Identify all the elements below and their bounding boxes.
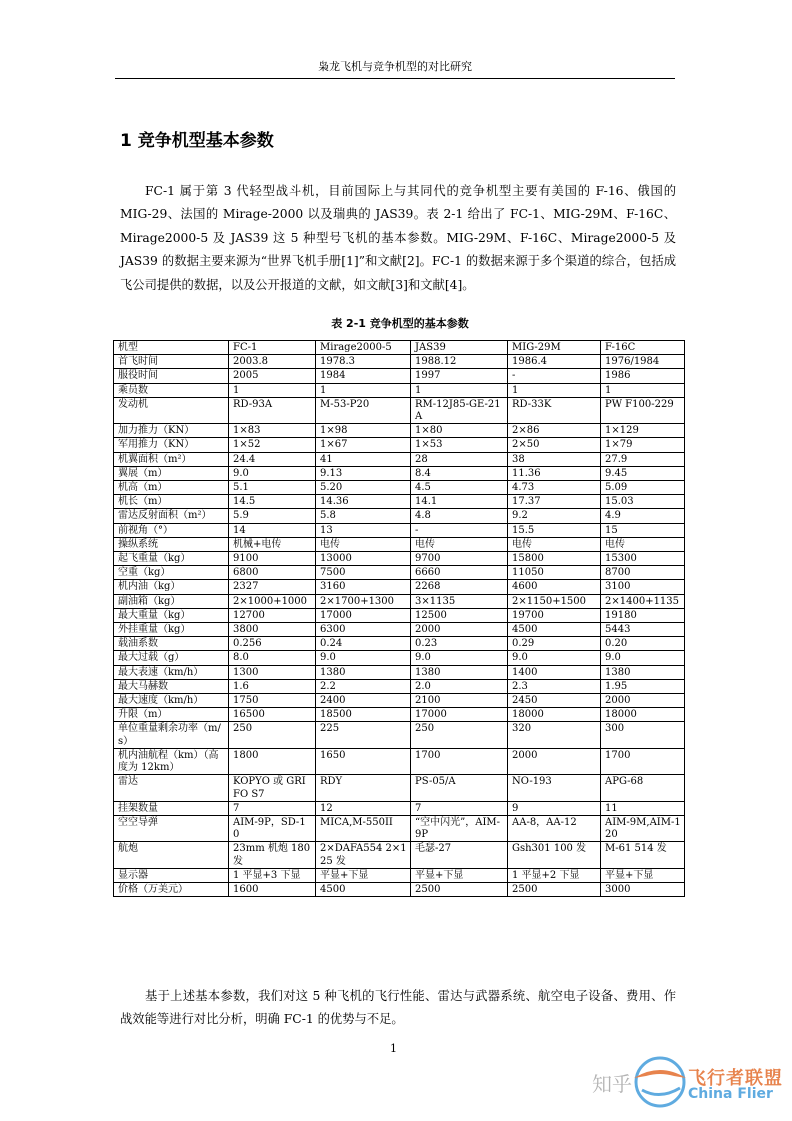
table-cell: 250 <box>229 722 316 748</box>
table-cell: 225 <box>316 722 411 748</box>
table-cell: 0.23 <box>411 637 508 651</box>
table-cell: 3100 <box>601 580 685 594</box>
table-header-row <box>114 341 685 355</box>
table-cell: 1×52 <box>229 438 316 452</box>
table-cell: “空中闪光”，AIM-9P <box>411 815 508 841</box>
row-label: 机内油（kg） <box>114 580 229 594</box>
table-cell: 9700 <box>411 552 508 566</box>
table-cell: 7 <box>229 801 316 815</box>
table-cell: 平显+下显 <box>411 868 508 882</box>
table-cell: 15.03 <box>601 495 685 509</box>
row-label: 载油系数 <box>114 637 229 651</box>
table-cell: 3000 <box>601 882 685 896</box>
table-cell: 1380 <box>316 665 411 679</box>
table-cell: 5.20 <box>316 481 411 495</box>
table-cell: 2.0 <box>411 679 508 693</box>
row-label: 雷达 <box>114 775 229 801</box>
row-label: 最大速度（km/h） <box>114 694 229 708</box>
table-cell: 250 <box>411 722 508 748</box>
table-cell: APG-68 <box>601 775 685 801</box>
table-cell: 2.2 <box>316 679 411 693</box>
table-cell: 9.0 <box>316 651 411 665</box>
table-cell: 9.45 <box>601 466 685 480</box>
table-cell: 5.8 <box>316 509 411 523</box>
table-cell: 41 <box>316 452 411 466</box>
table-cell: 17000 <box>316 608 411 622</box>
table-cell: 19180 <box>601 608 685 622</box>
table-cell: 平显+下显 <box>601 868 685 882</box>
table-cell: 7500 <box>316 566 411 580</box>
table-row <box>114 466 685 480</box>
table-cell: 3×1135 <box>411 594 508 608</box>
table-row <box>114 842 685 868</box>
table-cell: 18000 <box>508 708 601 722</box>
table-cell: 2268 <box>411 580 508 594</box>
row-label: 首飞时间 <box>114 355 229 369</box>
table-cell: 1380 <box>411 665 508 679</box>
table-cell: 12 <box>316 801 411 815</box>
table-cell: 2100 <box>411 694 508 708</box>
table-cell: Gsh301 100 发 <box>508 842 601 868</box>
table-row <box>114 369 685 383</box>
table-row <box>114 424 685 438</box>
table-row <box>114 801 685 815</box>
table-row <box>114 452 685 466</box>
table-cell: - <box>411 523 508 537</box>
table-cell: 平显+下显 <box>316 868 411 882</box>
table-cell: 1 <box>508 383 601 397</box>
row-label: 机长（m） <box>114 495 229 509</box>
table-cell: 2500 <box>411 882 508 896</box>
column-header: JAS39 <box>411 341 508 355</box>
table-cell: 1986 <box>601 369 685 383</box>
watermark <box>592 1052 787 1112</box>
table-cell: 2.3 <box>508 679 601 693</box>
table-cell: 1997 <box>411 369 508 383</box>
table-cell: 5.1 <box>229 481 316 495</box>
table-cell: 17000 <box>411 708 508 722</box>
table-cell: RD-93A <box>229 397 316 423</box>
table-cell: 2×1150+1500 <box>508 594 601 608</box>
table-cell: 17.37 <box>508 495 601 509</box>
table-cell: 2327 <box>229 580 316 594</box>
table-cell: 2×1000+1000 <box>229 594 316 608</box>
table-cell: RD-33K <box>508 397 601 423</box>
table-cell: 3800 <box>229 623 316 637</box>
table-cell: 13000 <box>316 552 411 566</box>
table-row <box>114 815 685 841</box>
row-label: 加力推力（KN） <box>114 424 229 438</box>
table-cell: PW F100-229 <box>601 397 685 423</box>
column-header: F-16C <box>601 341 685 355</box>
table-row <box>114 438 685 452</box>
table-cell: 1800 <box>229 748 316 774</box>
table-row <box>114 637 685 651</box>
table-row <box>114 775 685 801</box>
row-label: 起飞重量（kg） <box>114 552 229 566</box>
row-label: 最大重量（kg） <box>114 608 229 622</box>
table-cell: 6800 <box>229 566 316 580</box>
table-cell: 2×1400+1135 <box>601 594 685 608</box>
watermark-zhihu: 知乎 <box>592 1072 632 1096</box>
page-number: 1 <box>390 1042 397 1055</box>
table-cell: 4.9 <box>601 509 685 523</box>
table-cell: AA-8，AA-12 <box>508 815 601 841</box>
row-label: 单位重量剩余功率（m/s） <box>114 722 229 748</box>
table-cell: 8.0 <box>229 651 316 665</box>
table-cell: 0.24 <box>316 637 411 651</box>
table-row <box>114 722 685 748</box>
table-cell: 1.6 <box>229 679 316 693</box>
table-cell: 1978.3 <box>316 355 411 369</box>
table-row <box>114 665 685 679</box>
table-cell: 1976/1984 <box>601 355 685 369</box>
row-label: 价格（万美元） <box>114 882 229 896</box>
table-cell: 9.0 <box>229 466 316 480</box>
table-cell: 4500 <box>316 882 411 896</box>
table-cell: RM-12J85-GE-21A <box>411 397 508 423</box>
table-cell: 2000 <box>508 748 601 774</box>
table-cell: 2×DAFA554 2×125 发 <box>316 842 411 868</box>
watermark-brand-en: China Flier <box>688 1086 773 1102</box>
row-label: 外挂重量（kg） <box>114 623 229 637</box>
table-cell: 0.256 <box>229 637 316 651</box>
table-row <box>114 355 685 369</box>
table-row <box>114 509 685 523</box>
table-cell: 1×129 <box>601 424 685 438</box>
airplane-logo-icon <box>630 1052 690 1110</box>
table-cell: M-53-P20 <box>316 397 411 423</box>
table-row <box>114 708 685 722</box>
table-cell: 15300 <box>601 552 685 566</box>
table-row <box>114 383 685 397</box>
table-cell: 7 <box>411 801 508 815</box>
table-cell: 1 <box>411 383 508 397</box>
table-cell: 8.4 <box>411 466 508 480</box>
table-row <box>114 694 685 708</box>
table-cell: 电传 <box>316 537 411 551</box>
table-cell: 14.5 <box>229 495 316 509</box>
table-cell: 4.73 <box>508 481 601 495</box>
column-header: MIG-29M <box>508 341 601 355</box>
table-cell: 14.36 <box>316 495 411 509</box>
row-label: 最大马赫数 <box>114 679 229 693</box>
running-header: 枭龙飞机与竞争机型的对比研究 <box>115 58 675 79</box>
table-cell: 0.29 <box>508 637 601 651</box>
table-cell: 1 <box>229 383 316 397</box>
table-cell: 16500 <box>229 708 316 722</box>
table-cell: NO-193 <box>508 775 601 801</box>
table-cell: 9100 <box>229 552 316 566</box>
table-row <box>114 651 685 665</box>
table-cell: 1400 <box>508 665 601 679</box>
row-label: 翼展（m） <box>114 466 229 480</box>
table-cell: 2003.8 <box>229 355 316 369</box>
row-label: 前视角（°） <box>114 523 229 537</box>
table-row <box>114 552 685 566</box>
row-label: 航炮 <box>114 842 229 868</box>
table-cell: 2000 <box>601 694 685 708</box>
table-cell: 1 <box>601 383 685 397</box>
column-header: Mirage2000-5 <box>316 341 411 355</box>
table-cell: 1×83 <box>229 424 316 438</box>
table-cell: PS-05/A <box>411 775 508 801</box>
table-cell: 9.0 <box>411 651 508 665</box>
intro-paragraph: FC-1 属于第 3 代轻型战斗机，目前国际上与其同代的竞争机型主要有美国的 F-16、俄国的 MIG-29、法国的 Mirage-2000 以及瑞典的 JAS39。表 2-1 给出了 FC-1、MIG-29M、F-16C、Mirage2000-5 及 JAS39 这 5 种型号飞机的基本参数。MIG-29M、F-16C、Mirage2000-5 及 JAS39 的数据主要来源为“世界飞机手册[1]”和文献[2]。FC-1 的数据来源于多个渠道的综合，包括成飞公司提供的数据，以及公开报道的文献，如文献[3]和文献[4]。 <box>120 184 676 292</box>
table-cell: 11050 <box>508 566 601 580</box>
table-cell: 1.95 <box>601 679 685 693</box>
row-label: 最大表速（km/h） <box>114 665 229 679</box>
column-header: FC-1 <box>229 341 316 355</box>
row-label: 机翼面积（m²） <box>114 452 229 466</box>
table-cell: 2×50 <box>508 438 601 452</box>
table-cell: 2×86 <box>508 424 601 438</box>
table-cell: 27.9 <box>601 452 685 466</box>
parameters-table-body <box>114 341 685 897</box>
row-label: 军用推力（KN） <box>114 438 229 452</box>
table-cell: 1 平显+2 下显 <box>508 868 601 882</box>
row-label: 空空导弹 <box>114 815 229 841</box>
table-cell: 4600 <box>508 580 601 594</box>
table-caption: 表 2-1 竞争机型的基本参数 <box>331 317 469 330</box>
table-cell: 4.5 <box>411 481 508 495</box>
table-cell: 38 <box>508 452 601 466</box>
table-cell: M-61 514 发 <box>601 842 685 868</box>
column-header-label: 机型 <box>114 341 229 355</box>
table-cell: 1×80 <box>411 424 508 438</box>
table-cell: 电传 <box>411 537 508 551</box>
table-cell: 1750 <box>229 694 316 708</box>
table-cell: RDY <box>316 775 411 801</box>
table-cell: 1650 <box>316 748 411 774</box>
table-cell: 8700 <box>601 566 685 580</box>
table-cell: 3160 <box>316 580 411 594</box>
row-label: 挂架数量 <box>114 801 229 815</box>
row-label: 副油箱（kg） <box>114 594 229 608</box>
table-cell: 毛瑟-27 <box>411 842 508 868</box>
row-label: 服役时间 <box>114 369 229 383</box>
table-cell: 2×1700+1300 <box>316 594 411 608</box>
table-row <box>114 623 685 637</box>
closing-paragraph: 基于上述基本参数，我们对这 5 种飞机的飞行性能、雷达与武器系统、航空电子设备、费用、作战效能等进行对比分析，明确 FC-1 的优势与不足。 <box>120 989 676 1027</box>
table-cell: 5443 <box>601 623 685 637</box>
table-cell: 5.9 <box>229 509 316 523</box>
table-cell: 1300 <box>229 665 316 679</box>
table-cell: 1×79 <box>601 438 685 452</box>
table-cell: 1600 <box>229 882 316 896</box>
table-row <box>114 397 685 423</box>
table-cell: 9.0 <box>601 651 685 665</box>
row-label: 升限（m） <box>114 708 229 722</box>
table-cell: KOPYO 或 GRIFO S7 <box>229 775 316 801</box>
table-cell: 15800 <box>508 552 601 566</box>
table-cell: 电传 <box>601 537 685 551</box>
table-cell: 2450 <box>508 694 601 708</box>
table-cell: 9.0 <box>508 651 601 665</box>
table-cell: 6660 <box>411 566 508 580</box>
table-cell: 4.8 <box>411 509 508 523</box>
table-cell: 1 平显+3 下显 <box>229 868 316 882</box>
table-cell: 2400 <box>316 694 411 708</box>
table-cell: 28 <box>411 452 508 466</box>
row-label: 乘员数 <box>114 383 229 397</box>
table-row <box>114 868 685 882</box>
table-cell: AIM-9M,AIM-120 <box>601 815 685 841</box>
table-cell: 4500 <box>508 623 601 637</box>
table-row <box>114 580 685 594</box>
table-row <box>114 679 685 693</box>
table-cell: 1986.4 <box>508 355 601 369</box>
row-label: 雷达反射面积（m²） <box>114 509 229 523</box>
table-cell: 2005 <box>229 369 316 383</box>
table-cell: 15 <box>601 523 685 537</box>
table-cell: 9.2 <box>508 509 601 523</box>
row-label: 机内油航程（km）（高度为 12km） <box>114 748 229 774</box>
section-heading: 1 竞争机型基本参数 <box>120 131 274 151</box>
table-cell: 23mm 机炮 180 发 <box>229 842 316 868</box>
table-row <box>114 537 685 551</box>
table-cell: 19700 <box>508 608 601 622</box>
table-cell: 12500 <box>411 608 508 622</box>
row-label: 显示器 <box>114 868 229 882</box>
table-cell: - <box>508 369 601 383</box>
table-cell: 1380 <box>601 665 685 679</box>
table-row <box>114 566 685 580</box>
table-cell: 6300 <box>316 623 411 637</box>
table-cell: 5.09 <box>601 481 685 495</box>
table-cell: 9 <box>508 801 601 815</box>
table-cell: AIM-9P，SD-10 <box>229 815 316 841</box>
table-row <box>114 594 685 608</box>
table-cell: 320 <box>508 722 601 748</box>
table-cell: 0.20 <box>601 637 685 651</box>
table-cell: 1988.12 <box>411 355 508 369</box>
row-label: 最大过载（g） <box>114 651 229 665</box>
table-cell: 机械+电传 <box>229 537 316 551</box>
table-row <box>114 495 685 509</box>
table-row <box>114 523 685 537</box>
table-cell: 300 <box>601 722 685 748</box>
table-cell: 11.36 <box>508 466 601 480</box>
watermark-brand-cn: 飞行者联盟 <box>688 1068 783 1089</box>
table-cell: 14.1 <box>411 495 508 509</box>
table-row <box>114 748 685 774</box>
table-cell: 14 <box>229 523 316 537</box>
table-cell: 18000 <box>601 708 685 722</box>
table-cell: 2000 <box>411 623 508 637</box>
table-cell: 1700 <box>411 748 508 774</box>
table-cell: 13 <box>316 523 411 537</box>
table-cell: 12700 <box>229 608 316 622</box>
parameters-table <box>113 340 685 897</box>
table-cell: 24.4 <box>229 452 316 466</box>
row-label: 机高（m） <box>114 481 229 495</box>
table-cell: 1×98 <box>316 424 411 438</box>
table-cell: 1×67 <box>316 438 411 452</box>
table-cell: MICA,M-550II <box>316 815 411 841</box>
row-label: 空重（kg） <box>114 566 229 580</box>
table-cell: 电传 <box>508 537 601 551</box>
table-row <box>114 882 685 896</box>
table-cell: 15.5 <box>508 523 601 537</box>
table-row <box>114 481 685 495</box>
table-cell: 1 <box>316 383 411 397</box>
row-label: 发动机 <box>114 397 229 423</box>
table-cell: 1984 <box>316 369 411 383</box>
table-cell: 11 <box>601 801 685 815</box>
table-cell: 18500 <box>316 708 411 722</box>
table-row <box>114 608 685 622</box>
table-cell: 2500 <box>508 882 601 896</box>
table-cell: 1×53 <box>411 438 508 452</box>
row-label: 操纵系统 <box>114 537 229 551</box>
table-cell: 9.13 <box>316 466 411 480</box>
table-cell: 1700 <box>601 748 685 774</box>
